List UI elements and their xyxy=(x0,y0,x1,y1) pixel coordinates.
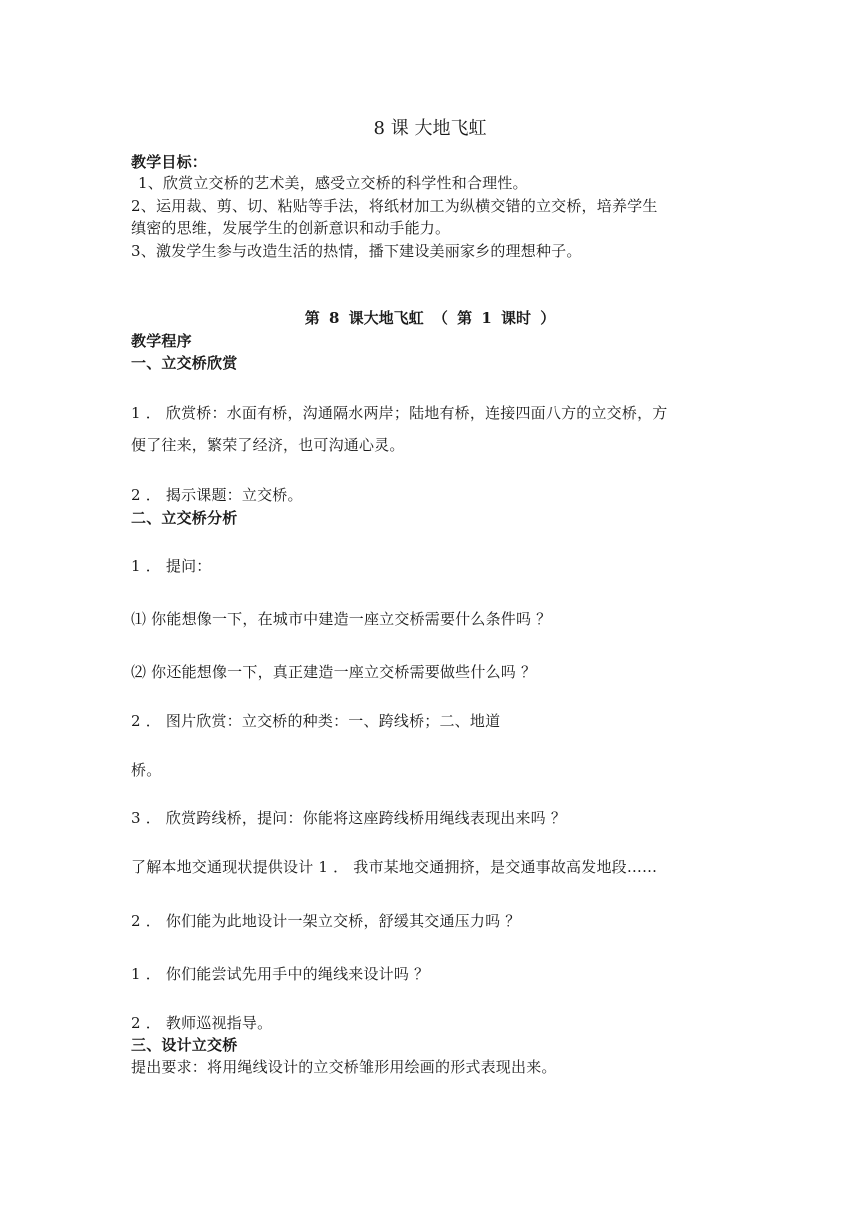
objectives-heading: 教学目标： xyxy=(131,153,208,171)
section-3-heading: 三、设计立交桥 xyxy=(131,1036,238,1054)
section-2-heading: 二、立交桥分析 xyxy=(131,509,238,527)
objective-item-2: 2、运用裁、剪、切、粘贴等手法，将纸材加工为纵横交错的立交桥，培养学生 xyxy=(131,197,658,215)
section-2-paragraph-4: 了解本地交通现状提供设计 1 ． 我市某地交通拥挤，是交通事故高发地段…… xyxy=(131,858,658,876)
section-2-question-2: ⑵ 你还能想像一下，真正建造一座立交桥需要做些什么吗 ？ xyxy=(131,663,537,681)
section-1-paragraph-1: 1 ． 欣赏桥：水面有桥，沟通隔水两岸；陆地有桥，连接四面八方的立交桥，方 xyxy=(131,404,668,422)
objective-item-2-cont: 缜密的思维，发展学生的创新意识和动手能力。 xyxy=(131,219,451,237)
section-2-paragraph-2: 2 ． 图片欣赏：立交桥的种类：一、跨线桥；二、地道 xyxy=(131,712,501,730)
document-title: 8 课 大地飞虹 xyxy=(373,118,487,139)
objective-item-3: 3、激发学生参与改造生活的热情，播下建设美丽家乡的理想种子。 xyxy=(131,242,582,260)
section-1-heading: 一、立交桥欣赏 xyxy=(131,354,238,372)
section-2-paragraph-3: 3 ． 欣赏跨线桥，提问：你能将这座跨线桥用绳线表现出来吗 ？ xyxy=(131,809,567,827)
objective-item-1: 1、欣赏立交桥的艺术美，感受立交桥的科学性和合理性。 xyxy=(138,174,528,192)
procedure-heading: 教学程序 xyxy=(131,332,192,350)
lesson-title: 第 8 课大地飞虹 （ 第 1 课时 ） xyxy=(304,309,556,327)
section-2-paragraph-2-cont: 桥。 xyxy=(131,761,162,779)
section-3-paragraph-1: 提出要求：将用绳线设计的立交桥雏形用绘画的形式表现出来。 xyxy=(131,1058,557,1076)
section-1-paragraph-2: 2 ． 揭示课题：立交桥。 xyxy=(131,486,303,504)
section-2-paragraph-1: 1 ． 提问： xyxy=(131,557,212,575)
section-2-paragraph-7: 2 ． 教师巡视指导。 xyxy=(131,1014,273,1032)
section-2-question-1: ⑴ 你能想像一下，在城市中建造一座立交桥需要什么条件吗 ？ xyxy=(131,610,552,628)
section-1-paragraph-1-cont: 便了往来，繁荣了经济，也可沟通心灵。 xyxy=(131,436,405,454)
section-2-paragraph-6: 1 ． 你们能尝试先用手中的绳线来设计吗 ？ xyxy=(131,965,430,983)
section-2-paragraph-5: 2 ． 你们能为此地设计一架立交桥，舒缓其交通压力吗 ？ xyxy=(131,912,521,930)
